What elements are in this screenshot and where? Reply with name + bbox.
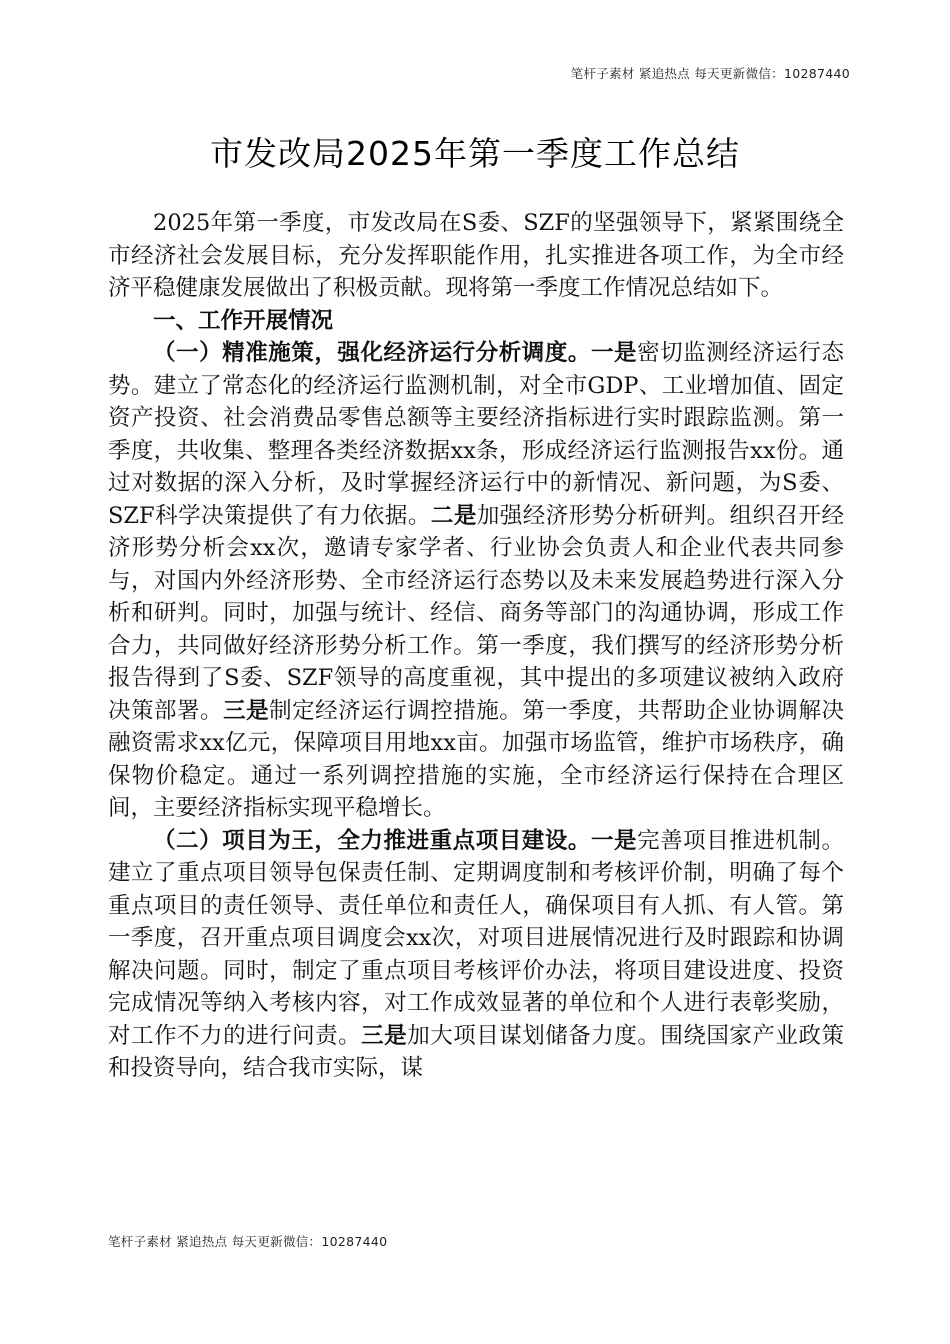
page-footer: 笔杆子素材 紧追热点 每天更新微信：10287440 xyxy=(108,1234,388,1249)
intro-paragraph: 2025年第一季度，市发改局在S委、SZF的坚强领导下，紧紧围绕全市经济社会发展目标，充分发挥职能作用，扎实推进各项工作，为全市经济平稳健康发展做出了积极贡献。现将第一季度工作情况总结如下。 xyxy=(108,210,844,301)
paragraph-2 xyxy=(108,825,844,1085)
paragraph-1-text-3: 制定经济运行调控措施。第一季度，共帮助企业协调解决融资需求xx亿元，保障项目用地xx亩。加强市场监管，维护市场秩序，确保物价稳定。通过一系列调控措施的实施，全市经济运行保持在合理区间，主要经济指标实现平稳增长。 xyxy=(108,697,844,821)
section-heading: 一、工作开展情况 xyxy=(153,307,334,334)
marker-3: 三是 xyxy=(223,697,270,724)
marker-2: 二是 xyxy=(430,502,477,529)
paragraph-1-lead: （一）精准施策，强化经济运行分析调度。 xyxy=(153,340,591,366)
document-body xyxy=(108,207,844,1085)
paragraph-1-text-1: 密切监测经济运行态势。建立了常态化的经济运行监测机制，对全市GDP、工业增加值、固定资产投资、社会消费品零售总额等主要经济指标进行实时跟踪监测。第一季度，共收集、整理各类经济数据xx条，形成经济运行监测报告xx份。通过对数据的深入分析，及时掌握经济运行中的新情况、新问题，为S委、SZF科学决策提供了有力依据。 xyxy=(108,340,844,529)
paragraph-1 xyxy=(108,337,844,825)
page-title: 市发改局2025年第一季度工作总结 xyxy=(210,134,740,173)
marker-1: 一是 xyxy=(590,340,638,366)
paragraph-2-lead: （二）项目为王，全力推进重点项目建设。 xyxy=(153,827,591,854)
page-header: 笔杆子素材 紧追热点 每天更新微信：10287440 xyxy=(570,66,850,81)
paragraph-1-text-2: 加强经济形势分析研判。组织召开经济形势分析会xx次，邀请专家学者、行业协会负责人和企业代表共同参与，对国内外经济形势、全市经济运行态势以及未来发展趋势进行深入分析和研判。同时，加强与统计、经信、商务等部门的沟通协调，形成工作合力，共同做好经济形势分析工作。第一季度，我们撰写的经济形势分析报告得到了S委、SZF领导的高度重视，其中提出的多项建议被纳入政府决策部署。 xyxy=(108,502,844,724)
marker-5: 三是 xyxy=(361,1022,408,1049)
paragraph-2-text-1: 完善项目推进机制。建立了重点项目领导包保责任制、定期调度制和考核评价制，明确了每个重点项目的责任领导、责任单位和责任人，确保项目有人抓、有人管。第一季度，召开重点项目调度会xx次，对项目进展情况进行及时跟踪和协调解决问题。同时，制定了重点项目考核评价办法，将项目建设进度、投资完成情况等纳入考核内容，对工作成效显著的单位和个人进行表彰奖励，对工作不力的进行问责。 xyxy=(108,827,844,1049)
marker-4: 一是 xyxy=(590,827,638,854)
paragraph-2-text-2: 加大项目谋划储备力度。围绕国家产业政策和投资导向，结合我市实际，谋 xyxy=(108,1022,844,1081)
